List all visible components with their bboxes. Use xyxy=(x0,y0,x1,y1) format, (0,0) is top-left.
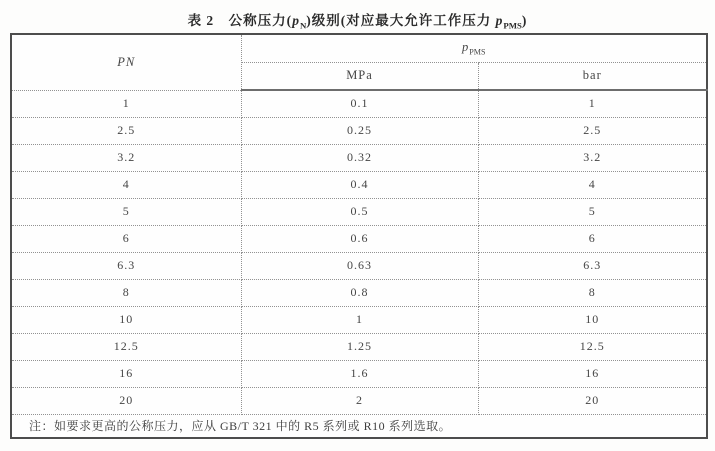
bar-value-cell: 12.5 xyxy=(478,333,707,360)
table-row xyxy=(11,306,707,333)
column-header-ppms xyxy=(241,34,707,62)
bar-value-cell: 3.2 xyxy=(478,144,707,171)
bar-value-cell: 6 xyxy=(478,225,707,252)
table-row xyxy=(11,333,707,360)
pressure-rating-table xyxy=(10,33,708,439)
table-row xyxy=(11,117,707,144)
bar-value-cell: 16 xyxy=(478,360,707,387)
bar-value-cell: 20 xyxy=(478,387,707,414)
table-row xyxy=(11,279,707,306)
column-header-pn: PN xyxy=(11,34,241,90)
mpa-value-cell: 1 xyxy=(241,306,478,333)
bar-value-cell: 5 xyxy=(478,198,707,225)
bar-value-cell: 1 xyxy=(478,90,707,117)
table-row xyxy=(11,252,707,279)
table-note-row xyxy=(11,414,707,438)
bar-value-cell: 2.5 xyxy=(478,117,707,144)
ppms-subscript: PMS xyxy=(469,47,486,57)
bar-value-cell: 4 xyxy=(478,171,707,198)
pn-value-cell: 4 xyxy=(11,171,241,198)
table-note: 注：如要求更高的公称压力，应从 GB/T 321 中的 R5 系列或 R10 系列选取。 xyxy=(11,414,707,438)
pn-value-cell: 2.5 xyxy=(11,117,241,144)
caption-symbol-p: p xyxy=(292,13,300,28)
mpa-value-cell: 0.5 xyxy=(241,198,478,225)
table-row xyxy=(11,387,707,414)
caption-subscript-n: N xyxy=(299,20,307,31)
mpa-value-cell: 0.1 xyxy=(241,90,478,117)
caption-text-suffix: ) xyxy=(521,13,528,28)
ppms-symbol-p: p xyxy=(462,40,470,54)
mpa-value-cell: 2 xyxy=(241,387,478,414)
table-row xyxy=(11,171,707,198)
pn-value-cell: 6 xyxy=(11,225,241,252)
mpa-value-cell: 0.63 xyxy=(241,252,478,279)
mpa-value-cell: 1.6 xyxy=(241,360,478,387)
table-row xyxy=(11,225,707,252)
caption-subscript-pms: PMS xyxy=(503,20,522,31)
pn-value-cell: 6.3 xyxy=(11,252,241,279)
table-row xyxy=(11,198,707,225)
table-row xyxy=(11,90,707,117)
mpa-value-cell: 0.6 xyxy=(241,225,478,252)
bar-value-cell: 6.3 xyxy=(478,252,707,279)
caption-text-mid: )级别(对应最大允许工作压力 xyxy=(306,13,496,28)
table-row xyxy=(11,144,707,171)
column-header-bar: bar xyxy=(478,62,707,90)
table-row xyxy=(11,360,707,387)
mpa-value-cell: 0.8 xyxy=(241,279,478,306)
pn-value-cell: 12.5 xyxy=(11,333,241,360)
bar-value-cell: 8 xyxy=(478,279,707,306)
table-caption xyxy=(0,9,715,31)
pn-value-cell: 16 xyxy=(11,360,241,387)
pn-value-cell: 3.2 xyxy=(11,144,241,171)
mpa-value-cell: 0.4 xyxy=(241,171,478,198)
pn-value-cell: 20 xyxy=(11,387,241,414)
mpa-value-cell: 1.25 xyxy=(241,333,478,360)
pn-value-cell: 1 xyxy=(11,90,241,117)
bar-value-cell: 10 xyxy=(478,306,707,333)
mpa-value-cell: 0.32 xyxy=(241,144,478,171)
pn-value-cell: 5 xyxy=(11,198,241,225)
pn-value-cell: 8 xyxy=(11,279,241,306)
header-row-1 xyxy=(11,34,707,62)
caption-text-prefix: 表 2 公称压力( xyxy=(187,13,293,28)
mpa-value-cell: 0.25 xyxy=(241,117,478,144)
column-header-mpa: MPa xyxy=(241,62,478,90)
caption-symbol-p2: p xyxy=(495,13,504,28)
pn-value-cell: 10 xyxy=(11,306,241,333)
